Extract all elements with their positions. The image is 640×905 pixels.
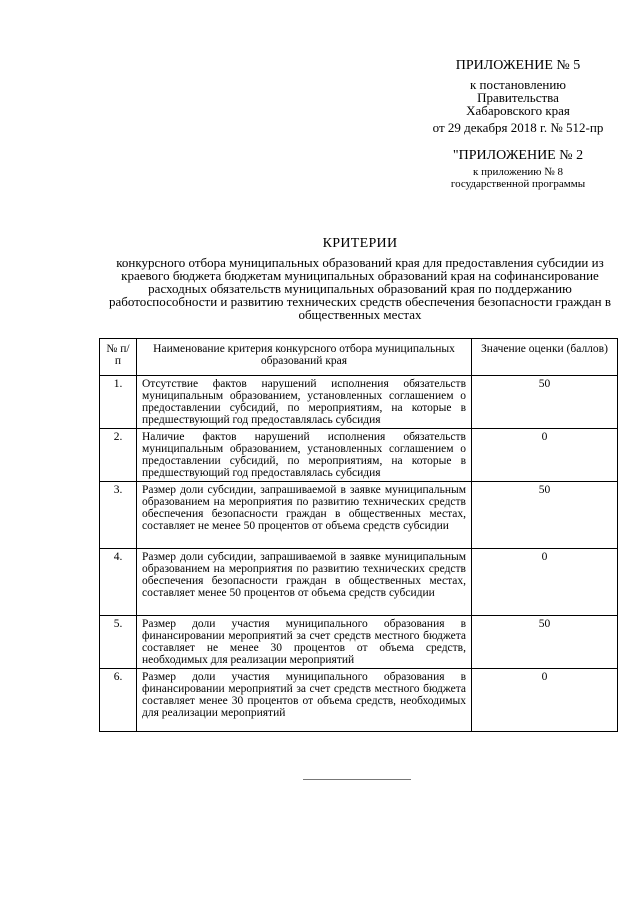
row-criterion: Размер доли субсидии, запрашиваемой в заявке муниципальным образованием на мероприятия по развитию технических средств обеспечения безопасности граждан в общественных местах, составляет менее 50 процентов от объема средств субсидии <box>137 549 472 616</box>
appendix2-line: государственной программы <box>450 178 586 190</box>
row-num: 2. <box>100 429 137 482</box>
row-score: 50 <box>472 482 618 549</box>
table-row <box>100 429 618 482</box>
row-criterion: Отсутствие фактов нарушений исполнения обязательств муниципальным образованием, установленных соглашением о предоставлении субсидий, по мероприятиям, на которые в предшествующий год предоставлялась субсидия <box>137 376 472 429</box>
row-criterion: Размер доли субсидии, запрашиваемой в заявке муниципальным образованием на мероприятия по развитию технических средств обеспечения безопасности граждан в общественных местах, составляет не менее 50 процентов от объема средств субсидии <box>137 482 472 549</box>
appendix-header <box>398 58 638 136</box>
row-criterion: Наличие фактов нарушений исполнения обязательств муниципальным образованием, установленных соглашением о предоставлении субсидий, по мероприятиям, на которые в предшествующий год предоставлялась субсидия <box>137 429 472 482</box>
row-score: 50 <box>472 376 618 429</box>
table-row <box>100 669 618 732</box>
appendix2-line: к приложению № 8 <box>473 166 563 178</box>
criteria-table <box>99 338 618 732</box>
header-score: Значение оценки (баллов) <box>472 339 618 376</box>
end-divider <box>303 779 411 780</box>
row-num: 5. <box>100 616 137 669</box>
table-row <box>100 376 618 429</box>
row-num: 3. <box>100 482 137 549</box>
appendix-title: ПРИЛОЖЕНИЕ № 5 <box>455 58 581 73</box>
row-criterion: Размер доли участия муниципального образования в финансировании мероприятий за счет средств местного бюджета составляет менее 30 процентов от объема средств, необходимых для реализации мероприятий <box>137 669 472 732</box>
header-criterion: Наименование критерия конкурсного отбора муниципальных образований края <box>137 339 472 376</box>
row-num: 4. <box>100 549 137 616</box>
row-score: 0 <box>472 429 618 482</box>
header-num: № п/п <box>100 339 137 376</box>
row-score: 0 <box>472 669 618 732</box>
appendix2-title: "ПРИЛОЖЕНИЕ № 2 <box>452 148 584 163</box>
table-row <box>100 549 618 616</box>
document-title: КРИТЕРИИ <box>322 236 398 251</box>
row-num: 6. <box>100 669 137 732</box>
appendix2-header <box>398 148 638 190</box>
row-score: 0 <box>472 549 618 616</box>
table-row <box>100 616 618 669</box>
row-score: 50 <box>472 616 618 669</box>
document-subtitle: конкурсного отбора муниципальных образований края для предоставления субсидии из краевого бюджета бюджетам муниципальных образований края на софинансирование расходных обязательств муниципальных образований края по поддержанию работоспособности и развитию технических средств обеспечения безопасности граждан в общественных местах <box>108 255 611 322</box>
appendix-line: к постановлению <box>469 77 567 92</box>
appendix-line: Правительства <box>477 90 559 105</box>
appendix-date: от 29 декабря 2018 г. № 512-пр <box>432 120 604 135</box>
table-header-row <box>100 339 618 376</box>
table-row <box>100 482 618 549</box>
row-num: 1. <box>100 376 137 429</box>
appendix-line: Хабаровского края <box>466 103 570 118</box>
row-criterion: Размер доли участия муниципального образования в финансировании мероприятий за счет средств местного бюджета составляет не менее 30 процентов от объема средств, необходимых для реализации мероприятий <box>137 616 472 669</box>
